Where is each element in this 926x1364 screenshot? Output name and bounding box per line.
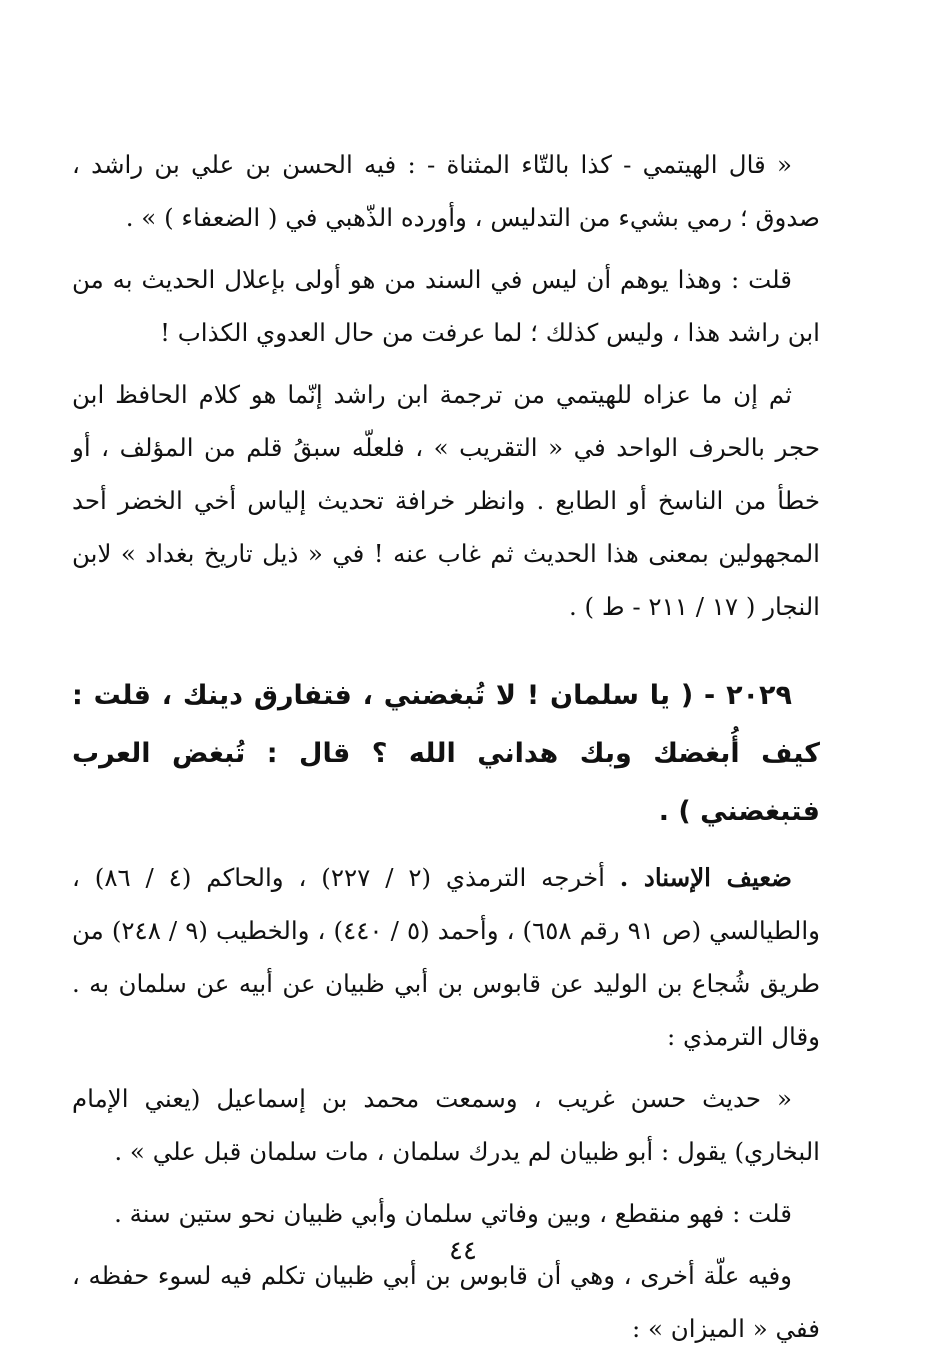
grading-text: أخرجه الترمذي (٢ / ٢٢٧) ، والحاكم (٤ / ٨٦) ، والطيالسي (ص ٩١ رقم ٦٥٨) ، وأحمد (٥ / ٤٤٠) ، والخطيب (٩ / ٢٤٨) من طريق شُجاع بن الوليد عن قابوس بن أبي ظبيان عن أبيه عن سلمان به . وقال الترمذي : (72, 863, 820, 1051)
second-defect-paragraph: وفيه علّة أخرى ، وهي أن قابوس بن أبي ظبيان تكلم فيه لسوء حفظه ، ففي « الميزان » : (72, 1261, 820, 1343)
munqati-paragraph: قلت : فهو منقطع ، وبين وفاتي سلمان وأبي ظبيان نحو ستين سنة . (114, 1199, 792, 1228)
page-number: ٤٤ (449, 1236, 477, 1266)
page-body (72, 138, 820, 1364)
comment-paragraph: قلت : وهذا يوهم أن ليس في السند من هو أولى بإعلال الحديث به من ابن راشد هذا ، وليس كذلك ؛ لما عرفت من حال العدوي الكذاب ! (72, 265, 820, 347)
hadith-heading: ٢٠٢٩ - ( يا سلمان ! لا تُبغضني ، فتفارق دينك ، قلت : كيف أُبغضك وبك هداني الله ؟ قال : تُبغض العرب فتبغضني ) . (72, 680, 820, 827)
tirmidhi-quote-paragraph: « حديث حسن غريب ، وسمعت محمد بن إسماعيل (يعني الإمام البخاري) يقول : أبو ظبيان لم يدرك سلمان ، مات سلمان قبل علي » . (72, 1084, 820, 1166)
grading-lead: ضعيف الإسناد . (619, 863, 792, 892)
quote-haytami-paragraph: « قال الهيتمي - كذا بالتّاء المثناة - : فيه الحسن بن علي بن راشد ، صدوق ؛ رمي بشيء من التدليس ، وأورده الذّهبي في ( الضعفاء ) » . (72, 150, 820, 232)
attribution-paragraph: ثم إن ما عزاه للهيتمي من ترجمة ابن راشد إنّما هو كلام الحافظ ابن حجر بالحرف الواحد في « التقريب » ، فلعلّه سبقُ قلم من المؤلف ، أو خطأ من الناسخ أو الطابع . وانظر خرافة تحديث إلياس أخي الخضر أحد المجهولين بمعنى هذا الحديث ثم غاب عنه ! في « ذيل تاريخ بغداد » لابن النجار ( ١٧ / ٢١١ - ط ) . (72, 380, 820, 621)
grading-paragraph (72, 851, 820, 1063)
